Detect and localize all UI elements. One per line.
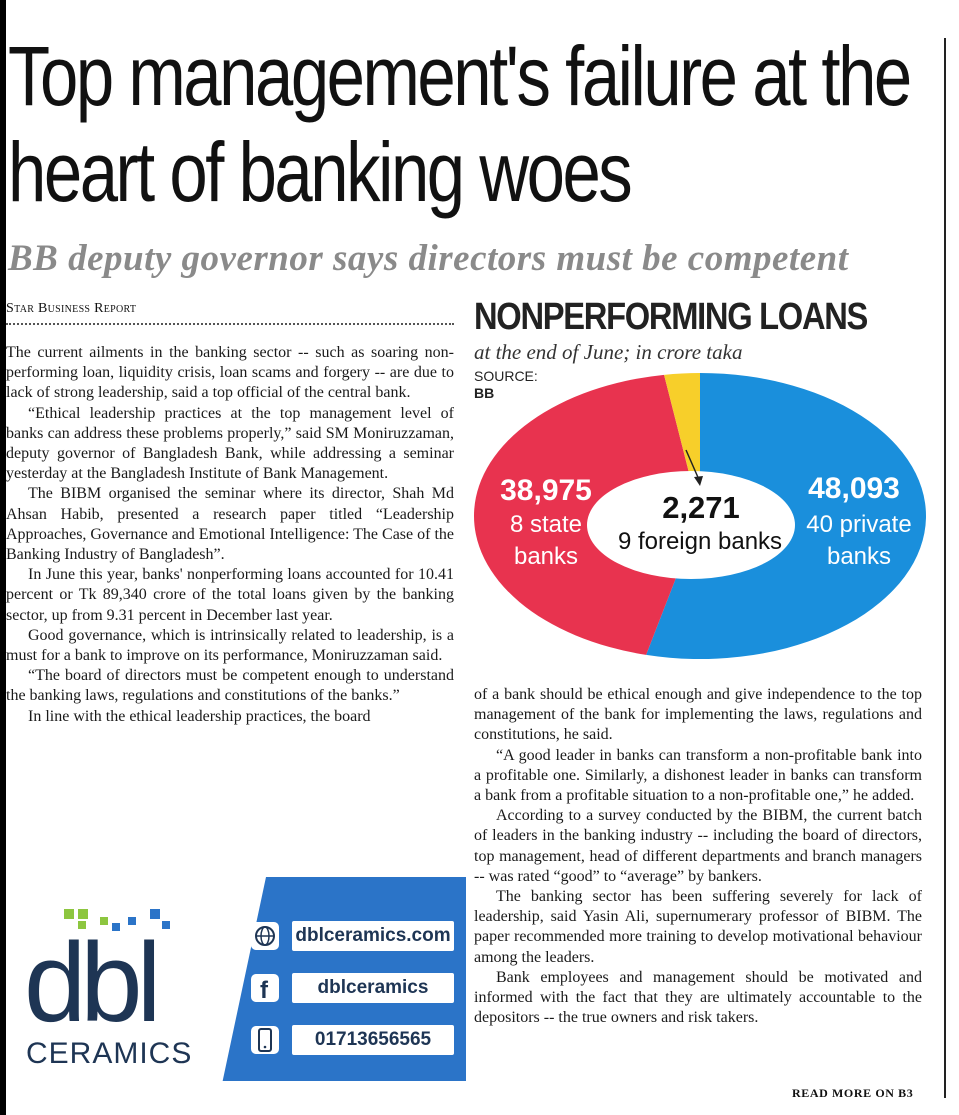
logo-brand: dbl bbox=[24, 920, 156, 1045]
svg-text:f: f bbox=[260, 977, 268, 1003]
paragraph: Good governance, which is intrinsically related to leadership, is a must for a bank to improve on its performance, Moniruzzaman said. bbox=[6, 626, 454, 665]
subheadline: BB deputy governor says directors must be competent bbox=[8, 238, 849, 279]
chart-subtitle: at the end of June; in crore taka bbox=[474, 340, 743, 364]
paragraph: The current ailments in the banking sector -- such as soaring non-performing loan, liquidity crisis, loan scams and forgery -- are due to lack of strong leadership, said a top official of the central bank. bbox=[6, 344, 454, 402]
paragraph: In line with the ethical leadership practices, the board bbox=[28, 707, 371, 725]
paragraph: “A good leader in banks can transform a non-profitable bank into a profitable one. Similarly, a dishonest leader in banks can transform a bank from a profitable situation to a non-profitable one,” he added. bbox=[474, 746, 922, 805]
headline: Top management's failure at the heart of banking woes bbox=[8, 29, 910, 219]
ad-facebook[interactable]: dblceramics bbox=[292, 973, 454, 1003]
paragraph: The banking sector has been suffering severely for lack of leadership, said Yasin Ali, supernumerary professor of BIBM. The paper recommended more training to develop motivational behaviour among the leaders. bbox=[474, 888, 922, 966]
dbl-logo bbox=[20, 891, 220, 1071]
slice-label-foreign: 9 foreign banks bbox=[617, 528, 783, 555]
donut-hole bbox=[587, 471, 795, 579]
paragraph: “Ethical leadership practices at the top management level of banks can address these problems properly,” said SM Moniruzzaman, deputy governor of Bangladesh Bank, while addressing a seminar yesterday at the Bangladesh Institute of Bank Management. bbox=[6, 404, 454, 483]
paragraph: Bank employees and management should be motivated and informed with the fact that they are ultimately accountable to the depositors -- the true owners and risk takers. bbox=[474, 968, 922, 1027]
slice-value-private: 48,093 bbox=[808, 472, 900, 505]
facebook-icon bbox=[250, 973, 280, 1003]
logo-sub: CERAMICS bbox=[26, 1037, 193, 1070]
article-column-1 bbox=[6, 343, 454, 727]
slice-label-private-1: 40 private bbox=[806, 511, 912, 538]
ad-phone[interactable]: 01713656565 bbox=[292, 1025, 454, 1055]
nonperforming-loans-donut-chart bbox=[474, 370, 934, 670]
dbl-ceramics-advertisement[interactable] bbox=[6, 877, 466, 1081]
paragraph: The BIBM organised the seminar where its director, Shah Md Ahsan Habib, presented a research paper titled “Leadership Approaches, Governance and Emotional Intelligence: The Case of the Banking Industry of Bangladesh”. bbox=[6, 485, 454, 564]
slice-label-state-1: 8 state bbox=[509, 511, 583, 538]
chart-title: NONPERFORMING LOANS bbox=[474, 296, 868, 338]
globe-icon bbox=[250, 921, 280, 951]
slice-label-state-2: banks bbox=[513, 543, 579, 570]
paragraph: “The board of directors must be competent enough to understand the banking laws, regulations and constitutions of the banks.” bbox=[6, 667, 454, 705]
source-value: BB bbox=[474, 385, 495, 401]
paragraph: According to a survey conducted by the BIBM, the current batch of leaders in the banking industry -- including the board of directors, top management, head of different departments and branch managers -- was rated “good” to “average” by bankers. bbox=[474, 807, 922, 885]
paragraph: In June this year, banks' nonperforming loans accounted for 10.41 percent or Tk 89,340 crore of the total loans given by the banking sector, up from 9.31 percent in December last year. bbox=[6, 566, 454, 624]
column-rule bbox=[944, 38, 946, 1098]
article-column-2 bbox=[474, 685, 922, 1028]
slice-value-state: 38,975 bbox=[500, 474, 592, 507]
dotted-divider bbox=[6, 323, 454, 325]
phone-icon bbox=[250, 1025, 280, 1055]
ad-website[interactable]: dblceramics.com bbox=[292, 921, 454, 951]
paragraph: of a bank should be ethical enough and give independence to the top management of the bank for implementing the laws, regulations and constitutions, he said. bbox=[474, 686, 922, 744]
slice-value-foreign: 2,271 bbox=[662, 490, 740, 525]
slice-label-private-2: banks bbox=[826, 543, 892, 570]
source-label: SOURCE: bbox=[474, 368, 538, 384]
byline: Star Business Report bbox=[6, 301, 137, 316]
read-more-link[interactable]: READ MORE ON B3 bbox=[792, 1086, 914, 1100]
